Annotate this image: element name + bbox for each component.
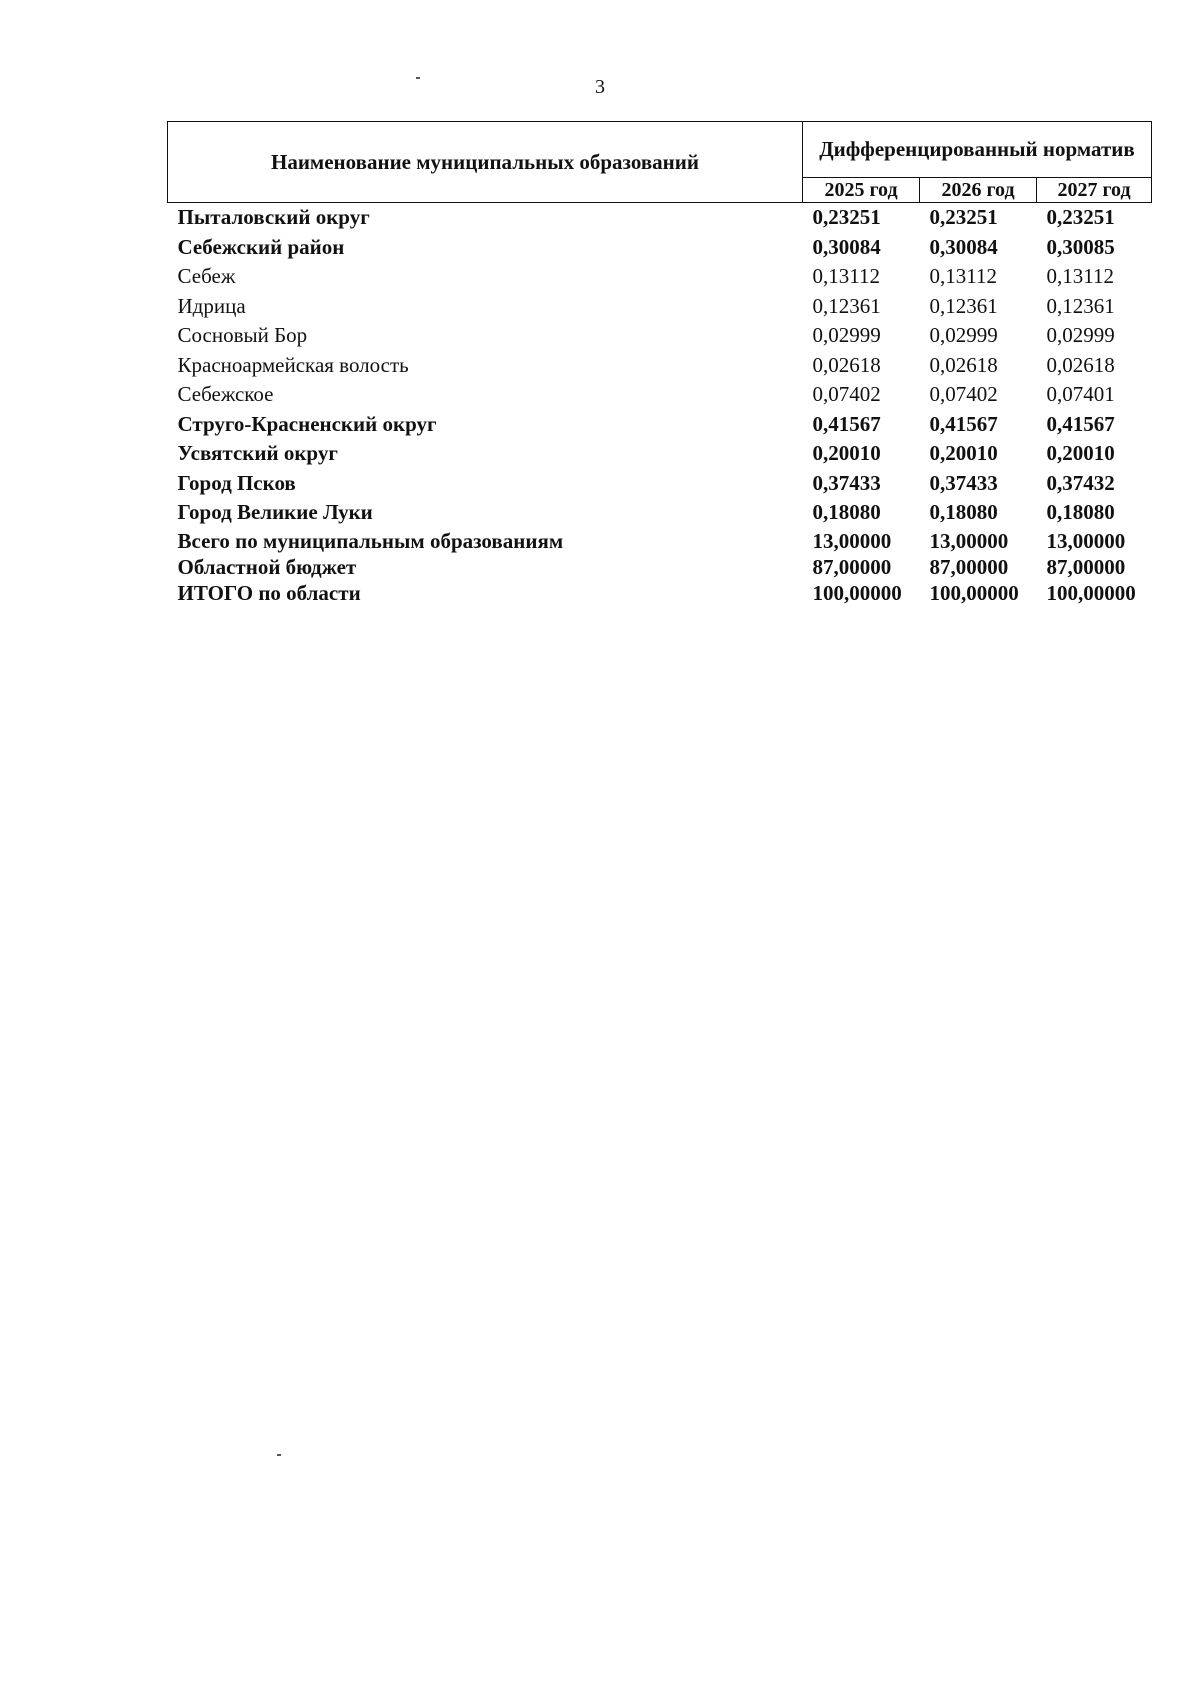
table-row (168, 410, 1152, 440)
year-header: 2027 год (1037, 177, 1152, 202)
normative-value: 87,00000 (1046, 554, 1126, 579)
table-body (168, 203, 1152, 606)
normative-value: 0,37433 (812, 470, 881, 495)
table-row (168, 380, 1152, 410)
table-row (168, 351, 1152, 381)
normative-value: 13,00000 (1046, 528, 1126, 553)
normative-value: 0,02618 (812, 352, 881, 377)
table-row (168, 498, 1152, 528)
normative-value: 0,23251 (929, 205, 998, 229)
normative-value: 0,18080 (929, 500, 998, 524)
normative-value: 13,00000 (812, 528, 892, 553)
municipality-name: Идрица (177, 293, 246, 318)
table-row (168, 233, 1152, 263)
municipality-name-header: Наименование муниципальных образований (168, 122, 803, 203)
normative-value: 0,30084 (929, 234, 998, 259)
normative-value: 0,02999 (929, 323, 998, 347)
normative-value: 0,20010 (812, 441, 881, 465)
table-row (168, 292, 1152, 322)
year-header: 2026 год (920, 177, 1037, 202)
municipality-name: Себеж (177, 264, 236, 288)
municipality-name: Себежский район (177, 234, 345, 259)
normative-value: 0,37432 (1046, 470, 1115, 495)
table-row (168, 262, 1152, 292)
normative-value: 0,02618 (1046, 352, 1115, 377)
normative-value: 13,00000 (929, 528, 1009, 553)
municipality-name: Красноармейская волость (177, 352, 409, 377)
normative-value: 0,07401 (1046, 382, 1115, 406)
municipality-name: Город Великие Луки (177, 500, 373, 524)
normative-value: 87,00000 (929, 554, 1009, 579)
normative-value: 0,23251 (812, 205, 881, 229)
differentiated-normative-header: Дифференцированный норматив (803, 122, 1152, 178)
table-row (168, 439, 1152, 469)
normative-value: 100,00000 (812, 580, 902, 605)
table-row (168, 321, 1152, 351)
normative-value: 0,37433 (929, 470, 998, 495)
municipality-name: Пыталовский округ (177, 205, 370, 229)
normative-value: 0,20010 (929, 441, 998, 465)
normative-value: 0,18080 (812, 500, 881, 524)
normative-value: 0,02618 (929, 352, 998, 377)
normative-value: 100,00000 (929, 580, 1019, 605)
normative-table (167, 121, 1152, 606)
normative-value: 0,12361 (1046, 293, 1115, 318)
municipality-name: Сосновый Бор (177, 323, 308, 347)
scan-speck (416, 77, 420, 79)
municipality-name: Усвятский округ (177, 441, 338, 465)
normative-value: 0,20010 (1046, 441, 1115, 465)
normative-value: 87,00000 (812, 554, 892, 579)
normative-value: 0,13112 (812, 264, 880, 288)
normative-value: 0,41567 (1046, 411, 1115, 436)
normative-value: 0,41567 (812, 411, 881, 436)
normative-value: 0,02999 (812, 323, 881, 347)
table-row (168, 580, 1152, 606)
normative-value: 0,02999 (1046, 323, 1115, 347)
normative-value: 0,13112 (1046, 264, 1114, 288)
municipality-name: Всего по муниципальным образованиям (177, 528, 564, 553)
normative-value: 0,07402 (929, 382, 998, 406)
municipality-name: ИТОГО по области (177, 580, 361, 605)
normative-value: 0,23251 (1046, 205, 1115, 229)
page-number: 3 (595, 76, 605, 98)
normative-value: 0,30085 (1046, 234, 1115, 259)
normative-value: 0,18080 (1046, 500, 1115, 524)
normative-value: 0,30084 (812, 234, 881, 259)
municipality-name: Струго-Красненский округ (177, 411, 437, 436)
normative-value: 0,41567 (929, 411, 998, 436)
municipality-name: Город Псков (177, 470, 296, 495)
table-row (168, 469, 1152, 499)
normative-value: 0,12361 (929, 293, 998, 318)
normative-value: 0,07402 (812, 382, 881, 406)
scan-speck (277, 1454, 281, 1456)
table-row (168, 528, 1152, 554)
year-header: 2025 год (803, 177, 920, 202)
table-row (168, 203, 1152, 233)
municipality-name: Областной бюджет (177, 554, 357, 579)
normative-value: 0,12361 (812, 293, 881, 318)
municipality-name: Себежское (177, 382, 274, 406)
normative-value: 0,13112 (929, 264, 997, 288)
normative-value: 100,00000 (1046, 580, 1136, 605)
table-row (168, 554, 1152, 580)
